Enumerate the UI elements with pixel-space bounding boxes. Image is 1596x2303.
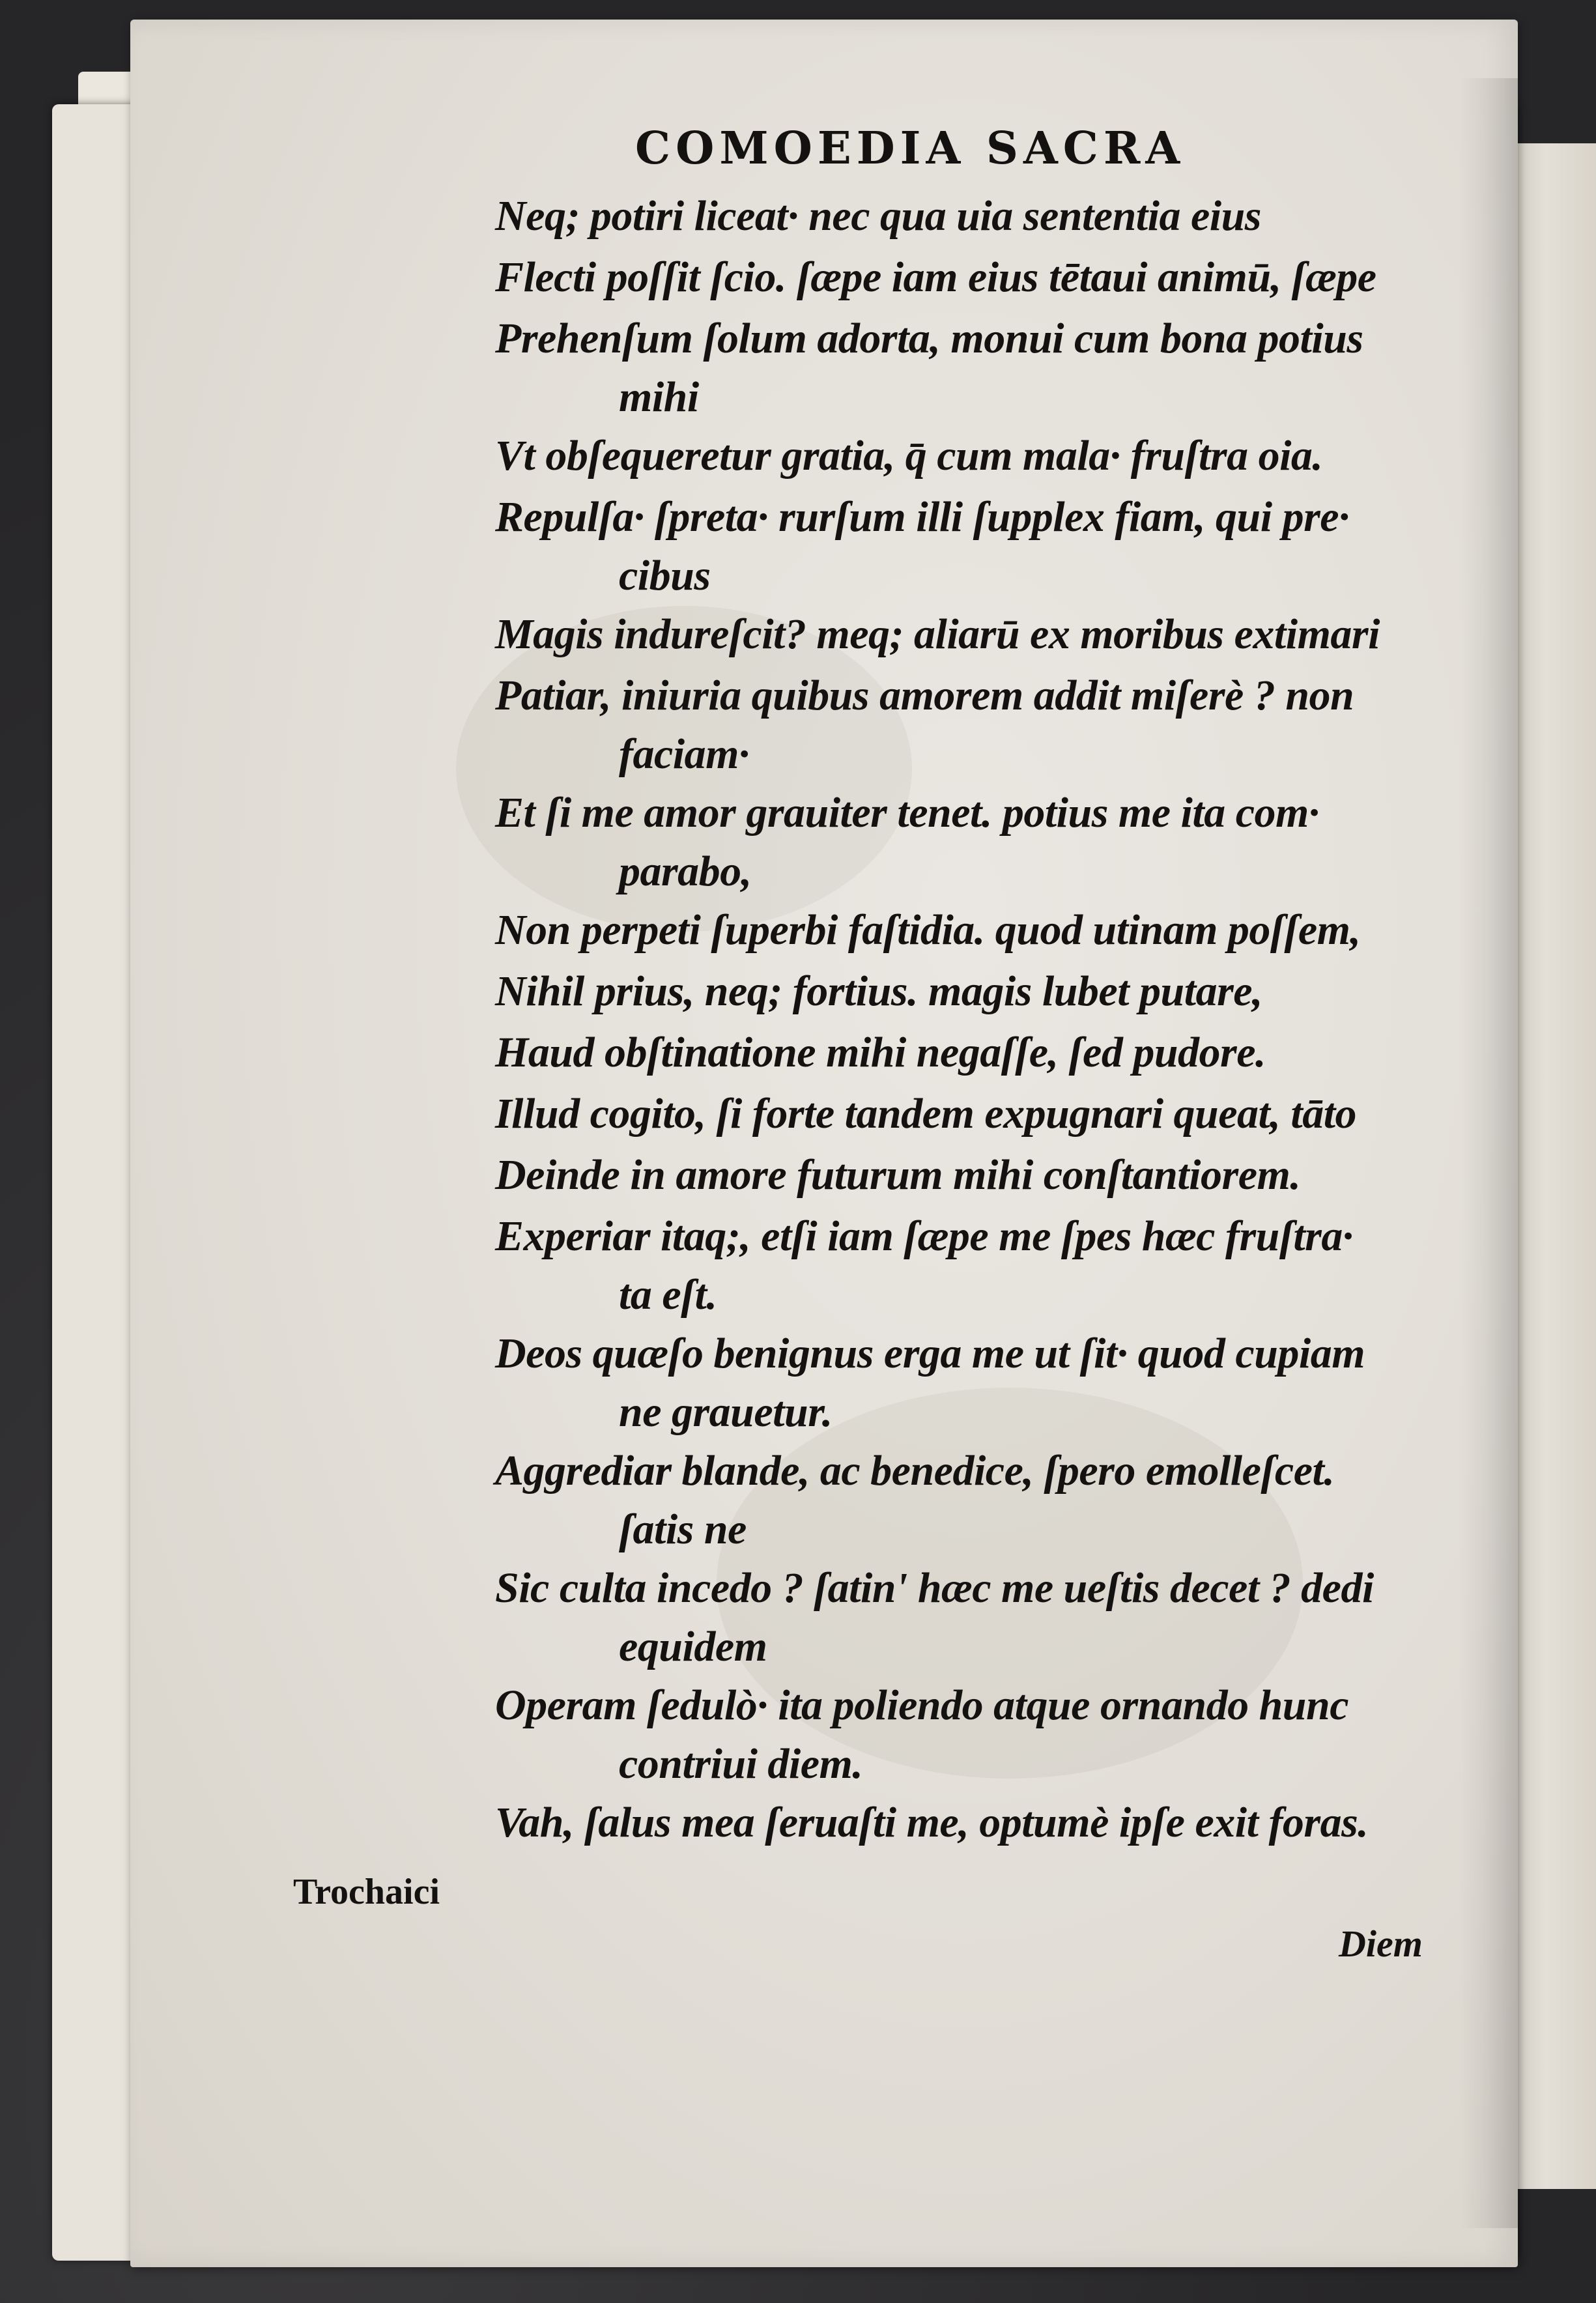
running-head: COMOEDIA SACRA xyxy=(635,122,1186,175)
verse-line: Haud obſtinatione mihi negaſſe, ſed pudore. xyxy=(495,1029,1266,1076)
verse-continuation-line: equidem xyxy=(619,1623,767,1670)
verse-line: Flecti poſſit ſcio. ſæpe iam eius tētaui animū, ſæpe xyxy=(495,253,1376,301)
verse-line: Sic culta incedo ? ſatin' hæc me ueſtis decet ? dedi xyxy=(495,1564,1374,1612)
verse-continuation-line: mihi xyxy=(619,373,699,421)
verse-line: Repulſa· ſpreta· rurſum illi ſupplex fiam, qui pre· xyxy=(495,493,1350,541)
facing-page-edge xyxy=(1511,143,1596,2189)
verse-continuation-line: faciam· xyxy=(619,730,749,778)
verse-line: Vah, ſalus mea ſeruaſti me, optumè ipſe exit foras. xyxy=(495,1799,1369,1846)
verse-continuation-line: parabo, xyxy=(619,848,752,895)
verse-line: Operam ſedulò· ita poliendo atque ornando hunc xyxy=(495,1681,1348,1729)
verse-line: Nihil prius, neq; fortius. magis lubet putare, xyxy=(495,967,1263,1015)
verse-line: Non perpeti ſuperbi faſtidia. quod utinam poſſem, xyxy=(495,906,1361,954)
verse-continuation-line: cibus xyxy=(619,552,711,599)
margin-note: Trochaici xyxy=(293,1872,440,1912)
verse-continuation-line: contriui diem. xyxy=(619,1740,863,1788)
verse-continuation-line: ta eſt. xyxy=(619,1271,717,1319)
verse-line: Patiar, iniuria quibus amorem addit miſerè ? non xyxy=(495,672,1354,719)
verse-line: Aggrediar blande, ac benedice, ſpero emolleſcet. xyxy=(495,1447,1335,1495)
gutter-shadow xyxy=(1459,78,1518,2228)
verse-line: Magis indureſcit? meq; aliarū ex moribus extimari xyxy=(495,610,1380,658)
verse-line: Prehenſum ſolum adorta, monui cum bona potius xyxy=(495,315,1363,362)
verse-line: Deos quæſo benignus erga me ut ſit· quod cupiam xyxy=(495,1330,1365,1377)
verse-continuation-line: ne grauetur. xyxy=(619,1388,833,1436)
verse-continuation-line: ſatis ne xyxy=(619,1506,747,1553)
verse-line: Neq; potiri liceat· nec qua uia sententia eius xyxy=(495,192,1261,240)
verse-line: Vt obſequeretur gratia, q̄ cum mala· fruſtra oia. xyxy=(495,432,1323,479)
verse-line: Experiar itaq;, etſi iam ſæpe me ſpes hæc fruſtra· xyxy=(495,1212,1353,1260)
verse-line: Deinde in amore futurum mihi conſtantiorem. xyxy=(495,1151,1301,1199)
verse-line: Et ſi me amor grauiter tenet. potius me ita com· xyxy=(495,789,1319,837)
verse-text-block xyxy=(495,186,1440,1853)
verse-line: Illud cogito, ſi forte tandem expugnari queat, tāto xyxy=(495,1090,1357,1137)
catchword: Diem xyxy=(1339,1923,1423,1965)
